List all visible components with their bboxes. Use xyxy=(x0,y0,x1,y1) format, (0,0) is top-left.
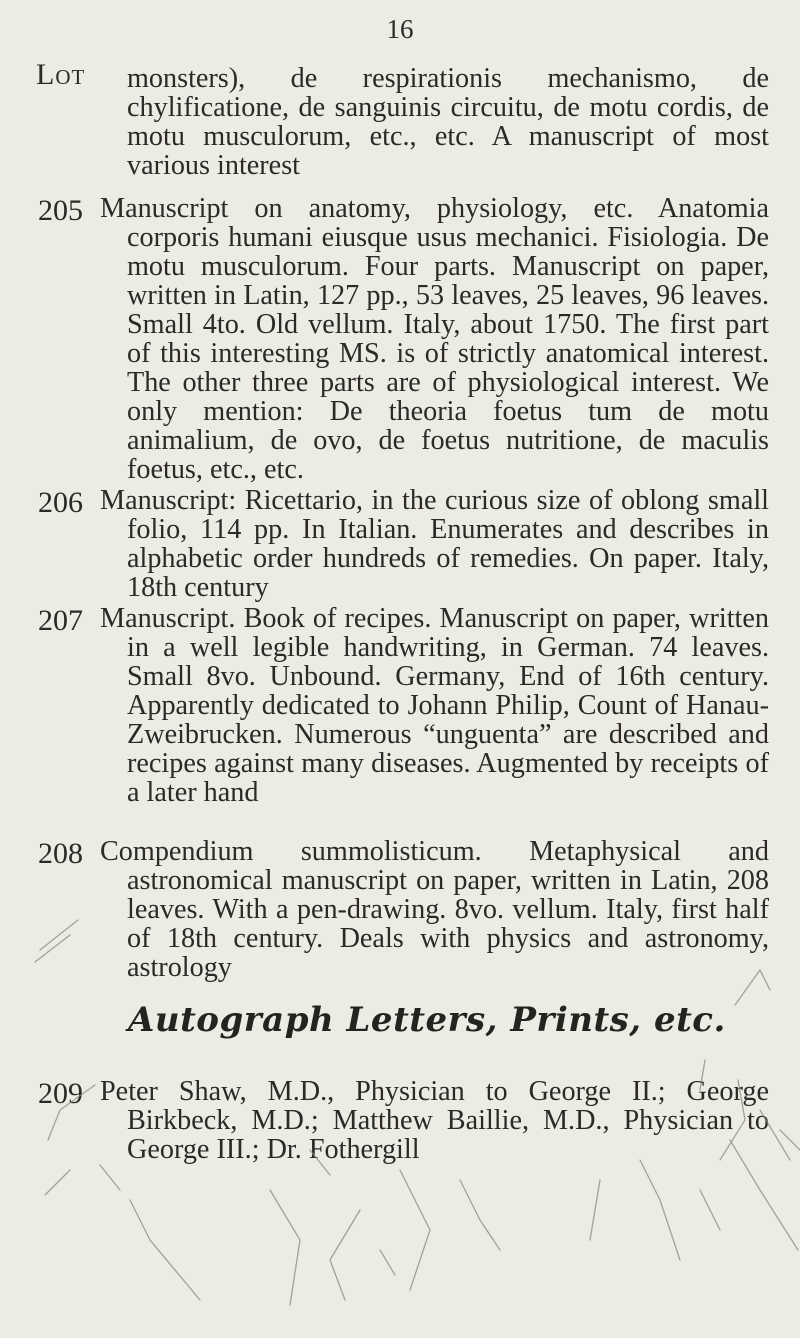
scribble-center xyxy=(270,1150,500,1305)
entry-text: Manuscript on anatomy, physiology, etc. Anatomia corporis humani eiusque usus mechanici. Fisiologia. De motu musculorum. Four parts. Manuscript on paper, written in Latin, 127 pp., 53 leaves, 25 leaves, 96 leaves. Small 4to. Old vellum. Italy, about 1750. The first part of this interesting MS. is of strictly anatomical interest. The other three parts are of physiological interest. We only mention: De theoria foetus tum de motu animalium, de ovo, de foetus nutritione, de maculis foetus, etc., etc. xyxy=(100,193,769,485)
entry-207 xyxy=(0,604,800,807)
lot-label: Lot xyxy=(36,58,86,91)
section-heading: Autograph Letters, Prints, etc. xyxy=(128,1000,726,1040)
entry-209 xyxy=(0,1077,800,1164)
entry-206 xyxy=(0,486,800,602)
entry-text: Manuscript: Ricettario, in the curious size of oblong small folio, 114 pp. In Italian. Enumerates and describes in alphabetic order hundreds of remedies. On paper. Italy, 18th century xyxy=(100,485,769,603)
entry-208 xyxy=(0,837,800,982)
entry-text: Manuscript. Book of recipes. Manuscript on paper, written in a well legible handwriting, in German. 74 leaves. Small 8vo. Unbound. Germany, End of 16th century. Apparently dedicated to Johann Philip, Count of Hanau-Zweibrucken. Numerous “unguenta” are described and recipes against many diseases. Augmented by receipts of a later hand xyxy=(100,603,769,808)
entry-205 xyxy=(0,194,800,484)
entry-continuation xyxy=(0,64,800,180)
entry-text: Peter Shaw, M.D., Physician to George II.; George Birkbeck, M.D.; Matthew Baillie, M.D., Physician to George III.; Dr. Fothergill xyxy=(100,1076,769,1165)
lot-number: 205 xyxy=(38,194,83,227)
entry-text: Compendium summolisticum. Metaphysical and astronomical manuscript on paper, written in Latin, 208 leaves. With a pen-drawing. 8vo. vellum. Italy, first half of 18th century. Deals with physics and astronomy, astrology xyxy=(100,836,769,983)
lot-number: 208 xyxy=(38,837,83,870)
lot-number: 206 xyxy=(38,486,83,519)
entry-text: monsters), de respirationis mechanismo, de chylificatione, de sanguinis circuitu, de motu cordis, de motu musculorum, etc., etc. A manuscript of most various interest xyxy=(127,63,769,181)
page-number: 16 xyxy=(386,14,414,44)
scribble-lower-left xyxy=(100,1165,200,1300)
scribble-right-lower xyxy=(590,1160,720,1260)
lot-number: 207 xyxy=(38,604,83,637)
lot-number: 209 xyxy=(38,1077,83,1110)
